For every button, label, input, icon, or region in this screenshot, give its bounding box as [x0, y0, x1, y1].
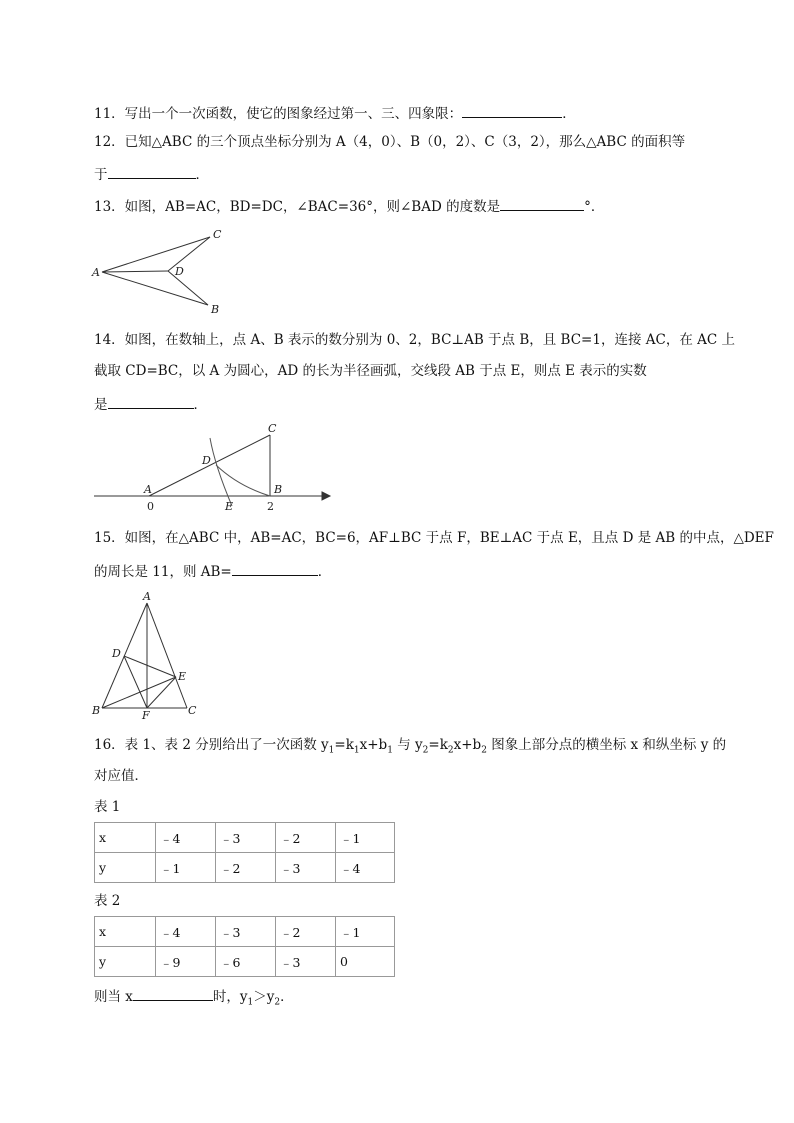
q12-answer-blank[interactable] [108, 164, 196, 179]
q14-label-c: C [268, 422, 277, 435]
table-cell: ﹣4 [156, 917, 216, 947]
q16-last-b: 时，y [212, 989, 248, 1005]
q16-text-a: 16．表 1、表 2 分别给出了一次函数 y [94, 737, 329, 753]
q11-end: ． [562, 106, 576, 122]
table-cell: ﹣6 [216, 947, 276, 977]
table-cell: ﹣9 [156, 947, 216, 977]
q13-text: 13．如图，AB=AC，BD=DC，∠BAC=36°，则∠BAD 的度数是 [94, 199, 501, 215]
q14-label-b: B [274, 483, 283, 496]
q14-answer-blank[interactable] [108, 394, 194, 409]
q13-label-d: D [175, 265, 184, 278]
q16-sub: 1 [387, 745, 393, 756]
q13-answer-blank[interactable] [500, 196, 584, 211]
q14-label-two: 2 [267, 500, 274, 513]
q16-sub: 2 [274, 997, 281, 1008]
table-cell: y [95, 853, 156, 883]
q13-end: °． [584, 199, 605, 215]
q15-label-b: B [92, 704, 101, 717]
q16-last-a: 则当 x [94, 989, 133, 1005]
q15-label-f: F [142, 709, 150, 720]
q15-answer-blank[interactable] [232, 561, 318, 576]
q16-last-c: ＞y [253, 989, 275, 1005]
q13-label-c: C [213, 228, 222, 241]
q14-figure-lines [94, 435, 330, 506]
question-12-line2 [94, 164, 209, 184]
q16-sub: 2 [422, 745, 429, 756]
q14-label-zero: 0 [147, 500, 154, 513]
table-1 [94, 822, 395, 883]
question-14-line3 [94, 394, 207, 414]
q11-answer-blank[interactable] [462, 103, 562, 118]
q14-label-d: D [202, 454, 211, 467]
table-cell: ﹣3 [216, 917, 276, 947]
table-cell: ﹣1 [336, 823, 395, 853]
table-cell: ﹣3 [216, 823, 276, 853]
table-cell: ﹣4 [156, 823, 216, 853]
q13-figure-lines [102, 237, 210, 305]
question-14-line2: 截取 CD=BC，以 A 为圆心，AD 的长为半径画弧，交线段 AB 于点 E，则点 E 表示的实数 [94, 363, 647, 379]
table-cell: ﹣4 [336, 853, 395, 883]
q16-text-b: =k [334, 737, 354, 753]
table-cell: ﹣2 [216, 853, 276, 883]
q16-answer-blank[interactable] [133, 986, 213, 1001]
table-cell: x [95, 917, 156, 947]
q16-text-f: x+b [453, 737, 482, 753]
q14-label-a: A [144, 483, 152, 496]
q16-sub: 2 [481, 745, 487, 756]
table-cell: 0 [336, 947, 395, 977]
table-cell: ﹣2 [276, 917, 336, 947]
question-16-line2: 对应值． [94, 768, 148, 784]
question-12-line1: 12．已知△ABC 的三个顶点坐标分别为 A（4，0）、B（0，2）、C（3，2），那么△ABC 的面积等 [94, 134, 686, 150]
q15-label-c: C [188, 704, 197, 717]
q13-figure [90, 225, 230, 320]
q14-line3-start: 是 [94, 397, 108, 413]
table2-title: 表 2 [94, 893, 121, 909]
q15-label-d: D [112, 647, 121, 660]
question-13 [94, 196, 604, 216]
q16-last-d: ． [280, 989, 294, 1005]
question-16-last [94, 986, 294, 1012]
question-15-line2 [94, 561, 331, 581]
table-cell: ﹣2 [276, 823, 336, 853]
q14-figure [92, 420, 337, 515]
q15-label-a: A [143, 590, 151, 603]
question-15-line1: 15．如图，在△ABC 中，AB=AC，BC=6，AF⊥BC 于点 F，BE⊥AC 于点 E，且点 D 是 AB 的中点，△DEF [94, 530, 774, 546]
table1-title: 表 1 [94, 799, 121, 815]
table-row [95, 917, 395, 947]
q16-text-d: 与 y [392, 737, 423, 753]
q16-sub: 1 [353, 745, 360, 756]
table-cell: ﹣1 [336, 917, 395, 947]
q12-end: ． [195, 167, 209, 183]
question-16-line1 [94, 736, 726, 760]
table-cell: ﹣3 [276, 947, 336, 977]
q11-text: 11．写出一个一次函数，使它的图象经过第一、三、四象限： [94, 106, 463, 122]
q15-line2: 的周长是 11，则 AB= [94, 564, 232, 580]
q14-label-e: E [225, 500, 234, 513]
table-cell: y [95, 947, 156, 977]
q13-label-a: A [92, 266, 100, 279]
q15-figure [88, 590, 208, 720]
table-cell: x [95, 823, 156, 853]
table-2 [94, 916, 395, 977]
table-cell: ﹣1 [156, 853, 216, 883]
q13-label-b: B [211, 303, 220, 316]
q14-end: ． [193, 397, 207, 413]
q16-text-c: x+b [359, 737, 388, 753]
table-cell: ﹣3 [276, 853, 336, 883]
q12-line2-start: 于 [94, 167, 108, 183]
question-11 [94, 103, 576, 123]
q15-label-e: E [178, 670, 187, 683]
table-row [95, 823, 395, 853]
q16-sub: 2 [447, 745, 454, 756]
q16-sub: 1 [247, 997, 254, 1008]
table-row [95, 947, 395, 977]
q16-sub: 1 [328, 745, 335, 756]
q16-text-g: 图象上部分点的横坐标 x 和纵坐标 y 的 [486, 737, 727, 753]
question-14-line1: 14．如图，在数轴上，点 A、B 表示的数分别为 0、2，BC⊥AB 于点 B，且 BC=1，连接 AC，在 AC 上 [94, 332, 735, 348]
q15-end: ． [317, 564, 332, 580]
q16-text-e: =k [428, 737, 448, 753]
table-row [95, 853, 395, 883]
